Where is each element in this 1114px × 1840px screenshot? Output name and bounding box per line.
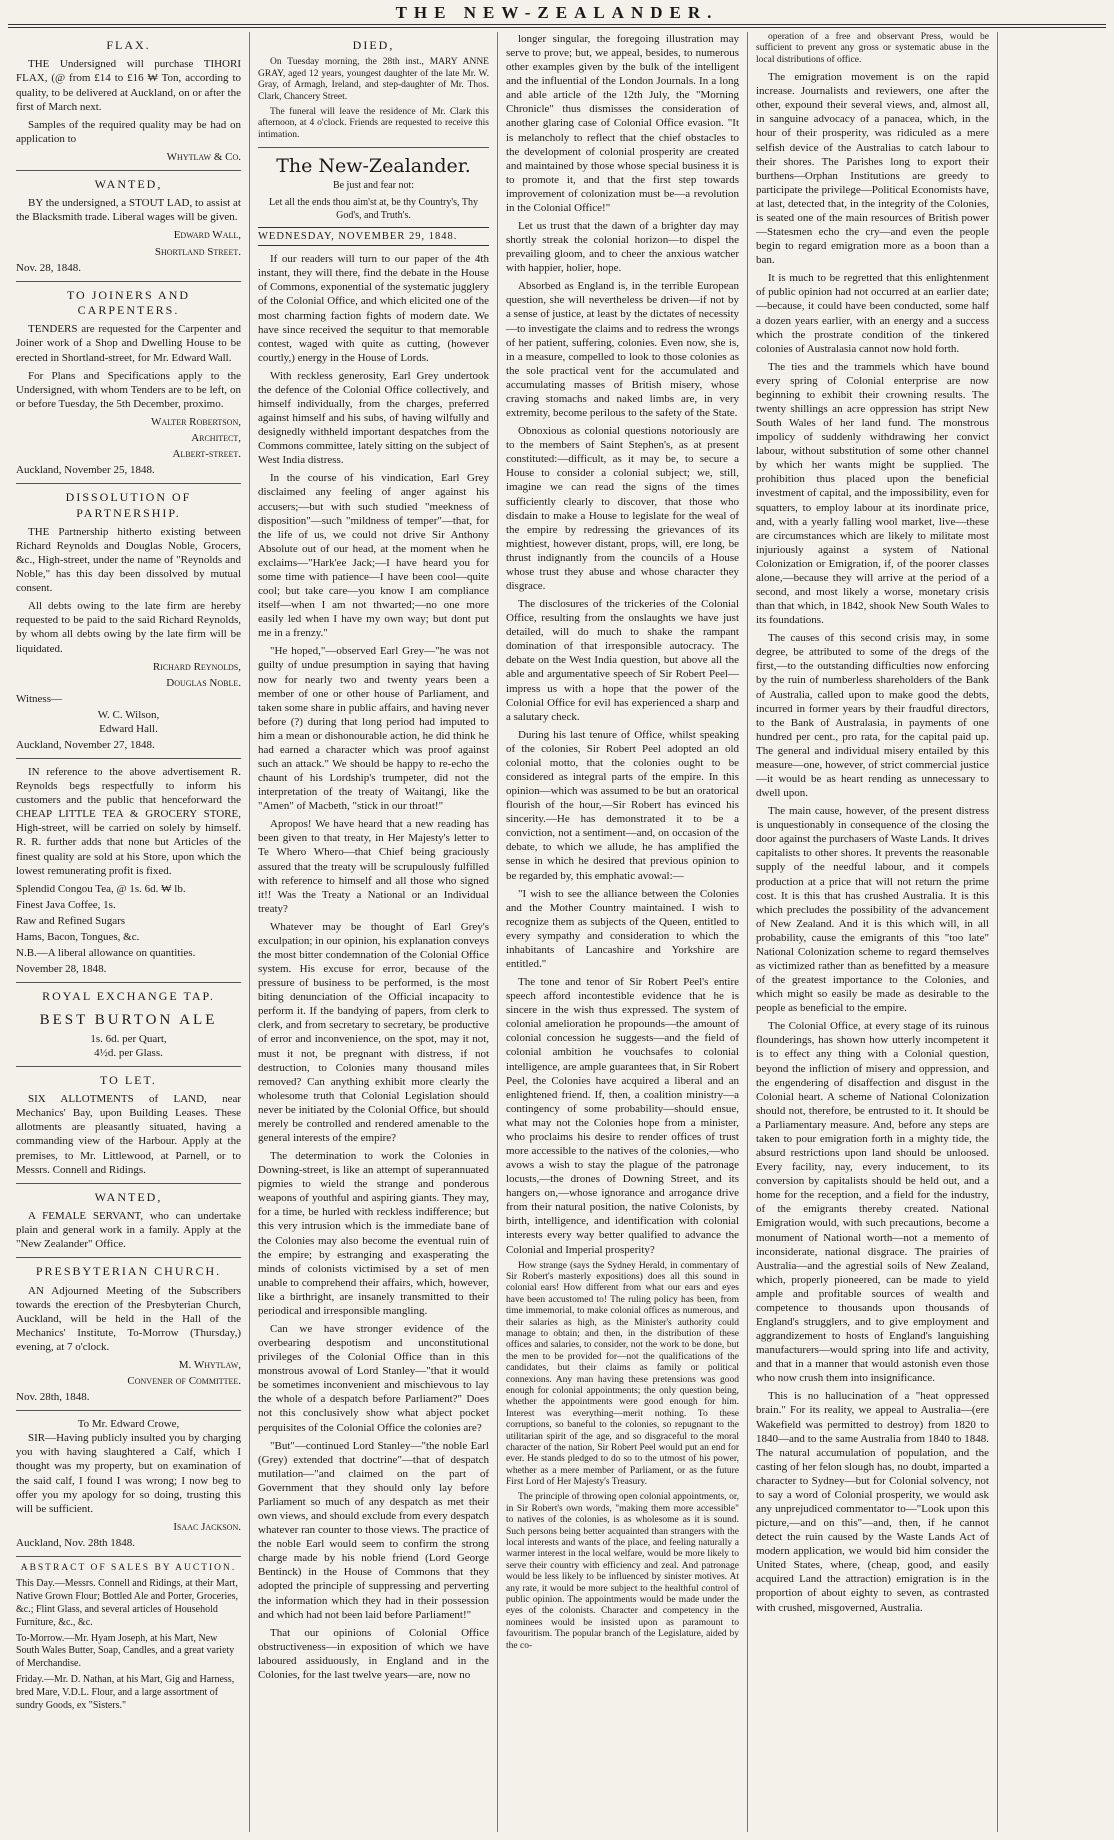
royal-heading: ROYAL EXCHANGE TAP.	[42, 989, 215, 1004]
witness-2: Edward Hall.	[99, 722, 158, 735]
editorial-paragraph: The main cause, however, of the present distress is unquestionably in consequence of the closing the door against the purchasers of Waste Lands. It drives capitalists to other shores. It prevents the reasonable supply of the needful labour, and it compels production at a price that will not return the prime cost. It is this that has crushed Australia. It is this which precludes the possibility of the advancement of New Zealand. And it is this which will, in all probability, cause the emigrants of this "too late" National Colonization scheme to regard themselves as victimized rather than as benefitted by a measure of the greatest importance to the Colonies, and which might so easily be made as desirable to the people as beneficial to the empire.	[756, 805, 989, 1015]
wanted2-heading: WANTED,	[94, 1189, 163, 1204]
divider	[16, 1183, 241, 1184]
presb-date: Nov. 28th, 1848.	[16, 1391, 90, 1404]
divider	[16, 170, 241, 171]
died-body-2: The funeral will leave the residence of Mr. Clark this afternoon, at 4 o'clock. Friends are requested to receive this intimation.	[258, 106, 489, 140]
divider	[16, 1410, 241, 1411]
motto-line-2: Let all the ends thou aim'st at, be thy Country's, Thy God's, and Truth's.	[269, 197, 478, 221]
auction-item: To-Morrow.—Mr. Hyam Joseph, at his Mart, New South Wales Butter, Soap, Candles, and a great variety of Merchandise.	[16, 1632, 235, 1670]
tea-item-3: Raw and Refined Sugars	[16, 914, 126, 927]
auction-item: Friday.—Mr. D. Nathan, at his Mart, Gig and Harness, bred Mare, V.D.L. Flour, and a large assortment of sundry Goods, ex "Sisters."	[16, 1673, 235, 1711]
divider	[258, 147, 489, 148]
column-margin	[998, 32, 1106, 1832]
dissolution-witness: Witness—	[16, 692, 62, 705]
divider	[16, 281, 241, 282]
editorial-paragraph: "He hoped,"—observed Earl Grey—"he was not guilty of undue presumption in saying that having now for nearly two and twenty years been a member of one or other house of Parliament, and taken some share in public affairs, and having never before (?) during that long period had imputed to him a mean or dishonourable action, he did think he had earned a character which was proof against such an attack." We should be happy to re-echo the chaunt of his Lordship's trumpeter, did not the interpretation of the treaty of Waitangi, like the "Amen" of Macbeth, "stick in our throat!"	[258, 645, 489, 813]
joiners-body: TENDERS are requested for the Carpenter and Joiner work of a Shop and Dwelling House to be erected in Shortland-street, for Mr. Edward Wall.	[16, 323, 241, 364]
editorial-paragraph: With reckless generosity, Earl Grey undertook the defence of the Colonial Office collectively, and himself individually, from the charges, preferred against himself and his subs, of having wilfully and designedly withheld important despatches from the Commons committee, lately sitting on the subject of West India distress.	[258, 369, 489, 467]
crowe-signature: Isaac Jackson.	[173, 1520, 241, 1533]
presb-heading: PRESBYTERIAN CHURCH.	[35, 1264, 222, 1279]
divider	[16, 982, 241, 983]
column-advertisements	[8, 32, 250, 1832]
dissolution-signature-2: Douglas Noble.	[166, 676, 241, 689]
editorial-extract: How strange (says the Sydney Herald, in commentary of Sir Robert's masterly expositions) does all this sound in colonial ears! How different from what our ears and eyes have been accustomed to! The ruling policy has been, from time immemorial, to make colonial offices as numerous, and their salaries as high, as the Minister's authority could manage to obtain; and then, in the distribution of these offices and salaries, to consider, not the work to be done, but the men to be provided for—not the qualifications of the candidates, but their claims as family or political connexions. Any man having these pretensions was good enough for colonial appointments; the only question being, whether the appointments were good enough for him. Interest was everything—merit nothing. To these corruptions, so baneful to the colonies, so repugnant to the utilitarian spirit of the age, and so disgraceful to the moral character of the nation, Sir Robert Peel would put an end for ever. He stands pledged to do so to the utmost of his power, whether as a mere member of Parliament, or as the future First Lord of Her Majesty's Treasury.	[506, 1260, 739, 1488]
presb-signature: M. Whytlaw,	[178, 1359, 241, 1372]
tea-item-2: Finest Java Coffee, 1s.	[16, 898, 116, 911]
motto-line-1: Be just and fear not:	[332, 180, 415, 192]
presb-title: Convener of Committee.	[127, 1375, 241, 1388]
joiners-heading: TO JOINERS AND CARPENTERS.	[66, 287, 191, 318]
crowe-date: Auckland, Nov. 28th 1848.	[16, 1536, 136, 1549]
divider	[16, 1257, 241, 1258]
editorial-paragraph: During his last tenure of Office, whilst speaking of the colonies, Sir Robert Peel adopted an old colonial motto, that the colonies ought to be considered as integral parts of the empire. In this opinion—which was assumed to be but an oratorical flourish of the hour,—Sir Robert has evinced his sincerity.—He has demonstrated it to be a conviction, not a sentiment—and, on occasion of the debate, to which we allude, he has amplified the sense in which he desired that previous opinion to be regarded by, this emphatic avowal:—	[506, 728, 739, 882]
editorial-quote: "I wish to see the alliance between the Colonies and the Mother Country maintained. I wish to recognize them as subjects of the Queen, entitled to every sympathy and consideration to which the inhabitants of Lancashire and Yorkshire are entitled."	[506, 887, 739, 970]
divider	[16, 1556, 241, 1557]
auction-list	[16, 1578, 241, 1712]
editorial-paragraph: If our readers will turn to our paper of the 4th instant, they will there, find the debate in the House of Commons, exponential of the systematic jugglery of the Colonial Office, and which elicited one of the most charming faction fights of modern date. We have since received the sequitur to that memorable contest, waged with quite as cutting, (however courtly,) energy in the House of Lords.	[258, 253, 489, 364]
auction-item: This Day.—Messrs. Connell and Ridings, at their Mart, Native Grown Flour; Bottled Ale and Porter, Groceries, &c.; Flint Glass, and several articles of Household Furniture, &c., &c.	[16, 1578, 239, 1628]
dissolution-body-2: All debts owing to the late firm are hereby requested to be paid to the said Richard Reynolds, by whom all debts owing by the late firm will be liquidated.	[16, 600, 241, 655]
column-editorial-1	[250, 32, 498, 1832]
flax-body: THE Undersigned will purchase TIHORI FLAX, (@ from £14 to £16 ₩ Ton, according to quality, to be delivered at Auckland, on or after the first of March next.	[16, 58, 241, 113]
wanted-signature: Edward Wall,	[173, 229, 241, 242]
dissolution-body: THE Partnership hitherto existing between Richard Reynolds and Douglas Noble, Grocers, &c., High-street, under the name of "Reynolds and Noble," has this day been dissolved by mutual consent.	[16, 525, 241, 595]
presb-body: AN Adjourned Meeting of the Subscribers towards the erection of the Presbyterian Church, Auckland, will be held in the Hall of the Mechanics' Institute, To-Morrow (Thursday,) evening, at 7 o'clock.	[16, 1284, 241, 1353]
column-editorial-3	[748, 32, 998, 1832]
tea-body: IN reference to the above advertisement R. Reynolds begs respectfully to inform his customers and the public that henceforward the CHEAP LITTLE TEA & GROCERY STORE, High-street, will be carried on solely by himself. R. R. further adds that none but Articles of the finest quality are sold at his Store, upon which the lowest remunerating profit is fixed.	[16, 766, 241, 877]
wanted-heading: WANTED,	[94, 176, 163, 191]
died-body: On Tuesday morning, the 28th inst., MARY ANNE GRAY, aged 12 years, youngest daughter of the late Mr. W. Gray, of Armagh, Ireland, and step-daughter of Mr. Thos. Clark, Chancery Street.	[258, 57, 489, 102]
editorial-paragraph: Absorbed as England is, in the terrible European question, she will nevertheless be driven—if not by a sense of justice, at least by the dictates of necessity—to investigate the claims and to redress the wrongs of her patient, suffering, colonies. Even now, she is, in a measure, compelled to look to those colonies as the sole practical vent for the accumulated and accumulating masses of British misery, whose craving stomachs and naked limbs are, in very extremity, become perilous to the safety of the State.	[506, 280, 739, 420]
joiners-signature: Walter Robertson,	[150, 415, 241, 428]
editorial-paragraph: longer singular, the foregoing illustration may serve to prove; but, we appeal, besides, to numerous other examples given by the bulk of the intelligent and the influential of the London Journals. In a long and able article of the 12th July, the "Morning Chronicle" thus dismisses the consideration of another glaring case of Colonial Office evasion. "It is melancholy to reflect that the chief obstacles to the development of colonial prosperity are created and maintained by those whose special business it is to promote it, and that the first step towards improvement of colonization must be—a revolution in the Colonial Office!"	[506, 33, 739, 214]
tolet-heading: TO LET.	[100, 1072, 157, 1087]
wanted2-body: A FEMALE SERVANT, who can undertake plain and general work in a family. Apply at the "New Zealander" Office.	[16, 1210, 241, 1251]
editorial-paragraph: Whatever may be thought of Earl Grey's exculpation; in our opinion, his explanation conveys the most bitter condemnation of the Colonial Office system. His excuse for error, because of the pressure of business to be performed, is the most biting denunciation of the Official incapacity to perform it. If the bandying of papers, from clerk to clerk, and from secretary to secretary, be productive of error and inconvenience, on the spot, may it not, must it not, be pregnant with distress, if not destruction, to Colonies many thousand miles removed? Can anything exhibit more clearly the wholesome truth that Colonial Legislation should never be initiated by the Colonial Office, but should merely be controlled and rendered amenable to the general interests of the empire?	[258, 920, 489, 1144]
editorial-dateline: WEDNESDAY, NOVEMBER 29, 1848.	[258, 227, 489, 246]
crowe-body: SIR—Having publicly insulted you by charging you with having slaughtered a Calf, which I thought was my property, but on examination of the said calf, I found I was wrong; I now beg to offer you my apology for so doing, trusting this will be sufficient.	[16, 1432, 241, 1515]
joiners-date: Auckland, November 25, 1848.	[16, 464, 155, 477]
editorial-paragraph: Apropos! We have heard that a new reading has been given to that treaty, in Her Majesty's letter to Te Whero Whero—that Chief being graciously assured that the treaty will be scrupulously fulfilled with reference to himself and all those who signed it!! Was the Treaty a National or an Individual treaty?	[258, 818, 489, 915]
masthead-rule	[8, 24, 1106, 28]
editorial-paragraph: It is much to be regretted that this enlightenment of public opinion had not occurred at an earlier date;—because, it could have been conducted, some half a dozen years earlier, with an energy and a success which the prostrate condition of the tinkered colonies of Australasia cannot now hold forth.	[756, 272, 989, 355]
tea-date: November 28, 1848.	[16, 963, 107, 976]
editorial-paragraph: Can we have stronger evidence of the overbearing despotism and unconstitutional privileges of the Colonial Office than in this monstrous avowal of Lord Stanley—"that it would be sometimes inconvenient and mischievous to lay the whole of a despatch before Parliament?" Does not this conclusively show what abject pocket perquisites of the Colonial Office the colonies are?	[258, 1323, 489, 1434]
editorial-paragraph: The determination to work the Colonies in Downing-street, is like an attempt of superannuated pigmies to wield the strange and ponderous weapons of youthful and aspiring giants. They may, for a time, be hurled with reckless indifference; but this very intrusion which is the immediate bane of the Colonies may also become the eventual ruin of the empire; by estranging and exasperating the minds of colonists victimised by a set of men unable to comprehend their affairs, which, however, like a birthright, are insanely transmitted to their periodical and irresponsible mangling.	[258, 1150, 489, 1317]
witness-1: W. C. Wilson,	[97, 708, 160, 721]
joiners-title: Architect,	[191, 431, 241, 444]
editorial-paragraph: That our opinions of Colonial Office obstructiveness—in exposition of which we have laboured assiduously, in England and in the Colonies, for the last twelve years—are, now no	[258, 1626, 489, 1681]
joiners-body-2: For Plans and Specifications apply to the Undersigned, with whom Tenders are to be left, on or before Tuesday, the 5th December, proximo.	[16, 369, 241, 410]
flax-body-2: Samples of the required quality may be had on application to	[16, 118, 241, 145]
flax-signature: Whytlaw & Co.	[166, 150, 241, 163]
wanted-date: Nov. 28, 1848.	[16, 261, 81, 274]
died-heading: DIED,	[352, 38, 395, 52]
crowe-heading: To Mr. Edward Crowe,	[77, 1418, 180, 1431]
column-editorial-2	[498, 32, 748, 1832]
auction-heading: ABSTRACT OF SALES BY AUCTION.	[20, 1562, 237, 1573]
editorial-paragraph: The emigration movement is on the rapid increase. Journalists and reviewers, one after the other, expound their several views, and, almost all, in sanguine advocacy of a panacea, which, in the hour of their prosperity, was ridiculed as a mere selfish device of the Australias to catch labour to their shores. The Parishes long to export their burthens—Orphan Institutions are greedy to participate the privilege—Political Economists have, at last, detected that, in the integrity of the Colonies, is seated one of the main resources of British power—Statesmen echo the cry—and even the people begin to regard emigration more as a boon than a ban.	[756, 71, 989, 267]
editorial-paragraph: The Colonial Office, at every stage of its ruinous flounderings, has shown how utterly incompetent it is to effect any thing with a Colonial question, beyond the infliction of misery and oppression, and the engendering of disaffection and disgust in the Colonial heart. A scheme of National Colonization should not, therefore, be entrusted to it. It should be a Parliamentary measure. And, before any steps are taken to pour emigration forth in a mighty tide, the absurd restrictions upon land should be unloosed. Every facility, nay, every inducement, to its conversion by capitalists should be held out, and a home for the reception, and a field for the industry, of the emigrants thereby created. National Emigration would, with such precautions, become a monument of National worth—not a memento of inconsiderate, national disgrace. The prairies of Australia—and the agrestial soils of New Zealand, which, properly pioneered, can be made to yield ample and profitable sources of wealth and competence to thousands upon thousands of England's strugglers, and to give employment and aggrandizement to hosts of England's languishing manufacturers—would spring into life and activity, and that in a manner that would astonish even those who now crush them into insignificance.	[756, 1020, 989, 1385]
tolet-body: SIX ALLOTMENTS of LAND, near Mechanics' Bay, upon Building Leases. These allotments are pleasantly situated, having a commanding view of the Harbour. Apply at the premises, to Mr. Littlewood, at Parnell, or to Messrs. Connell and Ridings.	[16, 1093, 241, 1176]
royal-title: BEST BURTON ALE	[39, 1011, 218, 1028]
editorial-paragraph: Let us trust that the dawn of a brighter day may shortly streak the colonial horizon—to dispel the prevailing gloom, and to cheer the anxious watcher with happier, holier, hope.	[506, 220, 739, 275]
editorial-title: The New-Zealander.	[276, 155, 471, 178]
editorial-paragraph: The causes of this second crisis may, in some degree, be attributed to some of the dregs of the first,—to the outstanding difficulties now enforcing by the ruin of numberless shareholders of the Bank of Australia, called upon to make good the debts, incurred in former years by their fraudful directors, to the Bank of Australasia, in payments of one hundred per cent., pro rata, for the capital paid up. The general and individual misery entailed by this measure—one, however, of strict commercial justice—it would be as heart rending as unnecessary to dwell upon.	[756, 632, 989, 800]
flax-heading: FLAX.	[106, 38, 151, 52]
dissolution-heading: DISSOLUTION OF PARTNERSHIP.	[65, 490, 192, 520]
divider	[16, 1066, 241, 1067]
editorial-paragraph: This is no hallucination of a "heat oppressed brain." For its reality, we appeal to Australia—(ere Wakefield was permitted to destroy) from 1820 to 1840—and to the same Australia from 1840 to 1848. The natural accumulation of population, and the casting of her felon slough has, no doubt, imparted a character to Sydney—but for Colonial solvency, not to say a word of Colonial prosperity, we would ask any unprejudiced commentator to—"Look upon this picture,—and on this"—and, then, if he cannot detect the ruin caused by the Waste Lands Act of modern application, we would bid him consider the United States, where, (cheap, good, and easily acquired Land the attraction) emigration is in the proportion of about eighty to seven, as contrasted with crushed, misgoverned, Australia.	[756, 1390, 989, 1614]
editorial-paragraph: In the course of his vindication, Earl Grey disclaimed any feeling of anger against his accusers;—but with such studied "meekness of disposition"—such "mildness of temper"—that, for the life of us, we could not drive Sir Anthony Absolute out of our head, at the moment when he exclaims—"Hark'ee Jack;—I have heard you for some time with patience—I have been cool—quite cool; but take care—you know I am compliance itself—when I am not thwarted;—no one more easily led when I have my own way; but dont put me in a frenzy."	[258, 472, 489, 640]
editorial-paragraph: The ties and the trammels which have bound every spring of Colonial enterprise are now beginning to exhibit their crowning results. The twenty shillings an acre oppression has stript New South Wales of her land fund. The monstrous impolicy of suddenly withdrawing her convict labour, without substitution of some other channel by which her wants might be supplied. The prohibition thus placed upon the beneficial investment of capital, and the impossibility, even for squatters, to employ labour at its inordinate price, and, with a yearly falling wool market, live—these are circumstances which are likely to militate most injuriously against a system of National Colonization or Emigration, if, of the poorer classes alone,—because they will arrive at the period of a second, and most likely a worse, monetary crisis than that which, in 1842, shook New South Wales to its foundations.	[756, 360, 989, 627]
columns	[8, 32, 1106, 1832]
editorial-paragraph: Obnoxious as colonial questions notoriously are to the members of Saint Stephen's, as at present constituted:—difficult, as it may be, to secure a House to consider a colonial subject; we, still, imagine we can read the signs of the times sufficiently clearly to discover, that those who disdain to make a House to legislate for the weal of the empire by redressing the grievances of its mightiest, however distant, props, will, ere long, be thrust indignantly from the councils of a House whose trust they abuse and whose character they disgrace.	[506, 425, 739, 592]
royal-price-2: 4½d. per Glass.	[94, 1046, 163, 1059]
editorial-paragraph: The disclosures of the trickeries of the Colonial Office, resulting from the onslaughts we have just detailed, will do much to shake the rampant domination of that irresponsible autocracy. The debate on the West India question, but above all the able and argumentative speech of Sir Robert Peel—impress us with a hope that the power of the Colonial Office for evil has experienced a sharp and a salutary check.	[506, 598, 739, 723]
wanted-address: Shortland Street.	[154, 245, 241, 258]
joiners-address: Albert-street.	[172, 448, 241, 460]
masthead: THE NEW-ZEALANDER.	[395, 3, 719, 22]
divider	[16, 483, 241, 484]
editorial-extract: operation of a free and observant Press, would be sufficient to prevent any gross or systematic abuse in the local distributions of office.	[756, 32, 989, 65]
tea-nb: N.B.—A liberal allowance on quantities.	[16, 946, 196, 959]
tea-item-1: Splendid Congou Tea, @ 1s. 6d. ₩ lb.	[16, 882, 186, 895]
divider	[16, 758, 241, 759]
dissolution-signature-1: Richard Reynolds,	[152, 660, 241, 673]
editorial-extract: The principle of throwing open colonial appointments, or, in Sir Robert's own words, "making them more accessible" to natives of the colonies, is as wholesome as it is sound. Such persons being better acquainted than strangers with the local interests and wants of the place, and feeling naturally a warmer interest in the local welfare, would be more likely to serve their country with efficiency and zeal. And patronage would be less likely to be influenced by sinister motives. At any rate, it would be more subject to the healthful control of public opinion. The appointments would be made under the eyes of the colonists. Character and competency in the nominees would be insisted upon as paramount to favouritism. The popular branch of the Legislature, aided by the co-	[506, 1492, 739, 1651]
editorial-paragraph: "But"—continued Lord Stanley—"the noble Earl (Grey) extended that doctrine"—that of despatch mutilation—"and claimed on the part of Government that they should only lay before Parliament so much of any despatch as met their own views, and should exclude from every despatch whatever ran counter to those views. The practice of the noble Earl would seem to confirm the strong charge made by his noble friend (Lord George Bentinck) in the House of Commons that they adopted the principle of suppressing and perverting the information which they had in their possession and which had not been laid before Parliament!"	[258, 1439, 489, 1621]
dissolution-date: Auckland, November 27, 1848.	[16, 738, 155, 751]
editorial-paragraph: The tone and tenor of Sir Robert Peel's entire speech afford incontestible evidence that he is sincere in the wish thus expressed. The system of colonial amelioration he propounds—the amount of colonial concession he suggests—and the field of colonial ambition he vouchsafes to colonial intelligence, are ample guarantees that, in Sir Robert Peel, the Colonies have acquired a liberal and an enlightened friend. If, then, a coalition ministry—a contingency of some probability—should ensue, what may not the Colonies hope from a minister, who proclaims his desire to render offices of trust more accessible to the natives of the colonies,—who avows a wish to stay the plague of the patronage locusts,—the drones of Downing Street, and its hangers on,—whose ignorance and arrogance drive from their natural position, the native Colonists, by birth, intelligence, and identification with colonial interests every way better qualified to advance the Colonial and Imperial prosperity?	[506, 976, 739, 1256]
wanted-body: BY the undersigned, a STOUT LAD, to assist at the Blacksmith trade. Liberal wages will be given.	[16, 197, 241, 224]
tea-item-4: Hams, Bacon, Tongues, &c.	[16, 930, 140, 943]
royal-price-1: 1s. 6d. per Quart,	[90, 1032, 167, 1045]
